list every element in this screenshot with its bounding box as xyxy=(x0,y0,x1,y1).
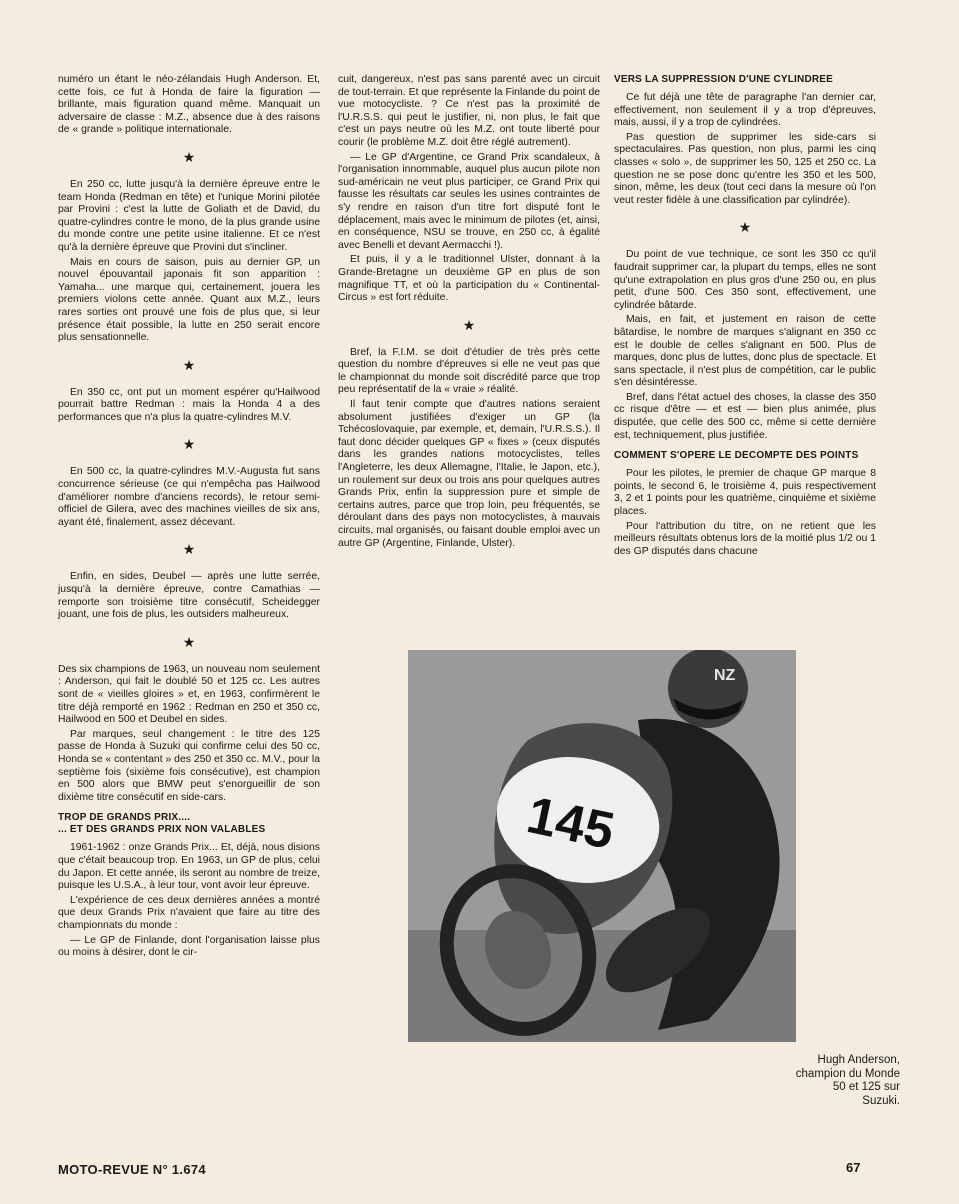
paragraph: — Le GP de Finlande, dont l'organisation laisse plus ou moins à désirer, dont le cir- xyxy=(58,934,320,959)
photo-caption xyxy=(700,1054,900,1108)
column-left xyxy=(58,74,320,962)
page-number: 67 xyxy=(846,1160,861,1175)
paragraph: Des six champions de 1963, un nouveau nom seulement : Anderson, qui fait le doublé 50 et 125 cc. Les autres sont de « vieilles gloires » et, en 1963, confirmèrent le titre déjà remporté en 1962 : Redman en 250 et 350 cc, Hailwood en 500 et Deubel en sides. xyxy=(58,663,320,726)
star-separator-icon: ★ xyxy=(738,219,752,236)
star-separator-icon: ★ xyxy=(182,436,196,453)
rider-photo xyxy=(408,650,796,1042)
paragraph: Mais, en fait, et justement en raison de cette bâtardise, le nombre de marques s'alignant en 350 cc est le double de celles s'alignant en 500. Plus de marques, donc plus de luttes, donc plus de spectacle. Et sans spectacle, il n'est plus de compétition, car le public s'en désintéresse. xyxy=(614,314,876,389)
paragraph: Bref, la F.I.M. se doit d'étudier de très près cette question du nombre d'épreuves si elle ne veut pas que le championnat du monde soit discrédité parce que trop peu représentatif de la « vraie » réalité. xyxy=(338,346,600,396)
caption-line: Hugh Anderson, xyxy=(817,1054,900,1066)
section-heading-line: TROP DE GRANDS PRIX.... xyxy=(58,812,191,824)
caption-line: 50 et 125 sur xyxy=(832,1081,900,1093)
motorcycle-illustration xyxy=(408,650,796,1042)
caption-line: Suzuki. xyxy=(862,1094,900,1107)
paragraph: Mais en cours de saison, puis au dernier GP, un nouvel épouvantail japonais fit son apparition : Yamaha... une marque qui, certainement, jouera les premiers violons cette année. Quant aux M.Z., leurs rares sorties ont prouvé une fois de plus que, si leur présence était possible, la lutte en 250 serait encore plus sensationnelle. xyxy=(58,256,320,344)
paragraph: Bref, dans l'état actuel des choses, la classe des 350 cc risque d'être — et est — bien plus animée, plus disputée, que celle des 500 cc, même si cette dernière est, techniquement, plus justifiée. xyxy=(614,391,876,441)
caption-line: champion du Monde xyxy=(795,1067,900,1080)
paragraph: Enfin, en sides, Deubel — après une lutte serrée, jusqu'à la dernière épreuve, contre Camathias — remporte son troisième titre consécutif, Scheidegger jouant, une fois de plus, les outsiders malheureux. xyxy=(58,571,320,621)
star-separator-icon: ★ xyxy=(182,148,196,165)
helmet-label: NZ xyxy=(714,667,736,684)
paragraph: cuit, dangereux, n'est pas sans parenté avec un circuit de tout-terrain. Et que représente la Finlande du point de vue motocycliste. ? Ce n'est pas la proximité de l'U.R.S.S. qui peut le justifier, ni, non plus, le fait que c'est un pays neutre où les M.Z. ont toute liberté pour courir (le problème M.Z. doit être réglé autrement). xyxy=(338,74,600,148)
section-heading: COMMENT S'OPERE LE DECOMPTE DES POINTS xyxy=(614,450,859,462)
paragraph: Pas question de supprimer les side-cars si spectaculaires. Pas question, non plus, parmi les cinq classes « solo », de supprimer les 50, 125 et 250 cc. La question ne se pose donc qu'entre les 350 et les 500, sinon, même, les deux (tout ceci dans la mesure où l'on veut rester fidèle à une classification par cylindrée). xyxy=(614,131,876,206)
paragraph: En 500 cc, la quatre-cylindres M.V.-Augusta fut sans concurrence sérieuse (ce qui n'empêcha pas Hailwood d'améliorer nombre d'anciens records), le retour semi-officiel de Gilera, avec des machines vieilles de six ans, ayant été, finalement, assez décevant. xyxy=(58,466,320,528)
section-heading xyxy=(58,812,320,836)
star-separator-icon: ★ xyxy=(182,356,196,373)
paragraph: numéro un étant le néo-zélandais Hugh Anderson. Et, cette fois, ce fut à Honda de faire la figuration — brillante, mais figuration quand même. Manquait un adversaire de classe : M.Z., absence due à des raisons de « grande » politique internationale. xyxy=(58,74,320,136)
paragraph: 1961-1962 : onze Grands Prix... Et, déjà, nous disions que c'était beaucoup trop. En 1963, un GP de plus, celui du Japon. Et cette année, ils seront au nombre de treize, puisque les U.S.A., à leur tour, vont avoir leur épreuve. xyxy=(58,842,320,892)
race-number: 145 xyxy=(522,786,619,861)
section-heading: VERS LA SUPPRESSION D'UNE CYLINDREE xyxy=(614,74,834,85)
paragraph: Il faut tenir compte que d'autres nations seraient absolument justifiées d'exiger un GP (la Tchécoslovaquie, par exemple, et, demain, l'U.R.S.S.). Il faut donc décider quelques GP « fixes » (ceux disputés dans les grandes nations motocyclistes, telles l'Angleterre, les deux Allemagne, l'Italie, le Japon, etc.), un roulement sur deux ou trois ans pour quelques autres Grands Prix, enfin la suppression pure et simple de certains autres, parce que trop loin, peu fréquentés, se déroulant dans des pays non motocyclistes, à mauvais circuits, mal organisés, ou faisant double emploi avec un autre GP (Argentine, Finlande, Ulster). xyxy=(338,399,600,549)
magazine-footer: MOTO-REVUE N° 1.674 xyxy=(58,1162,206,1177)
column-right xyxy=(614,74,876,560)
paragraph: — Le GP d'Argentine, ce Grand Prix scandaleux, à l'organisation innommable, auquel plus aucun pilote non sud-américain ne veut plus participer, ce Grand Prix qui fausse les résultats car seules les usines contraintes de s'y rendre en raison d'un titre fort disputé font le déplacement, mais avec le minimum de pilotes (et, ainsi, en conséquence, NSU se trouve, en 250 cc, à égalité avec Benelli et devant Aermacchi !). xyxy=(338,151,600,251)
paragraph: Ce fut déjà une tête de paragraphe l'an dernier car, effectivement, non seulement il y a trop d'épreuves, mais, aussi, il y a trop de cylindrées. xyxy=(614,92,876,129)
paragraph: Pour l'attribution du titre, on ne retient que les meilleurs résultats obtenus lors de la moitié plus 1/2 ou 1 des GP disputés dans chacune xyxy=(614,520,876,557)
section-heading-line: ... ET DES GRANDS PRIX NON VALABLES xyxy=(58,824,266,836)
star-separator-icon: ★ xyxy=(182,541,196,558)
paragraph: En 250 cc, lutte jusqu'à la dernière épreuve entre le team Honda (Redman en tête) et l'unique Morini pilotée par Provini : c'est la lutte de Goliath et de David, du quatre-cylindres contre le mono, de la plus grande usine du monde contre une petite usine italienne. Et ce n'est qu'à la dernière épreuve que Provini dut s'incliner. xyxy=(58,178,320,253)
paragraph: Pour les pilotes, le premier de chaque GP marque 8 points, le second 6, le troisième 4, puis respectivement 3, 2 et 1 points pour les quatrième, cinquième et sixième places. xyxy=(614,468,876,518)
paragraph: L'expérience de ces deux dernières années a montré que deux Grands Prix n'avaient que faire au titre des championnats du monde : xyxy=(58,894,320,931)
star-separator-icon: ★ xyxy=(182,633,196,650)
paragraph: En 350 cc, ont put un moment espérer qu'Hailwood pourrait battre Redman : mais la Honda 4 a des performances que n'a plus la quatre-cylindres M.V. xyxy=(58,386,320,423)
star-separator-icon: ★ xyxy=(462,316,476,333)
column-middle xyxy=(338,74,600,552)
paragraph: Et puis, il y a le traditionnel Ulster, donnant à la Grande-Bretagne un deuxième GP en plus de son magnifique TT, et où la participation du « Continental-Circus » est fort réduite. xyxy=(338,254,600,304)
paragraph: Par marques, seul changement : le titre des 125 passe de Honda à Suzuki qui confirme celui des 50 cc, Honda se « contentant » des 250 et 350 cc. M.V., pour la septième fois (sixième fois consécutive), est champion en 500 alors que BMW peut s'enorgueillir de son dixième titre consécutif en side-cars. xyxy=(58,728,320,803)
paragraph: Du point de vue technique, ce sont les 350 cc qu'il faudrait supprimer car, la plupart du temps, elles ne sont qu'une extrapolation en plus gros d'une 250 ou, en plus petit, d'une 500. Ces 350 sont, effectivement, une cylindrée bâtarde. xyxy=(614,249,876,311)
